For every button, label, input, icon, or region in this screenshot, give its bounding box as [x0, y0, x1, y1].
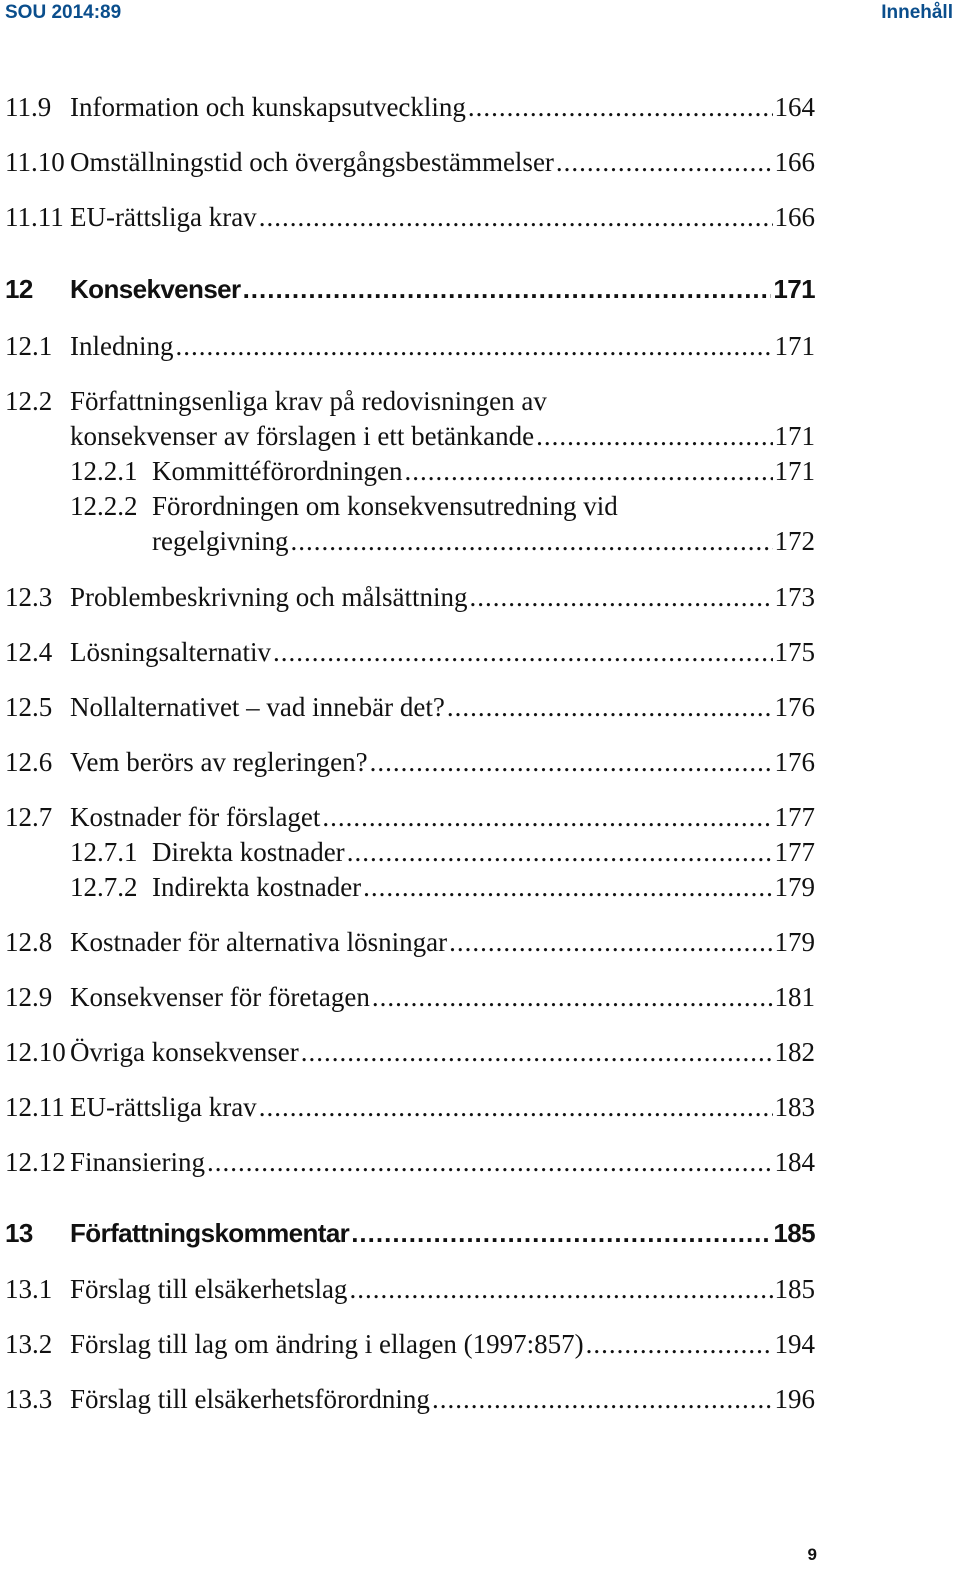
- toc-chapter[interactable]: [0, 1218, 960, 1254]
- toc-entry-title: EU-rättsliga krav: [70, 202, 257, 232]
- toc-entry-number: 13.3: [5, 1384, 53, 1414]
- toc-entry-title: Förslag till elsäkerhetsförordning: [70, 1384, 430, 1414]
- toc-entry[interactable]: [0, 1037, 960, 1073]
- dot-leader: [556, 147, 773, 178]
- toc-entry-title: Inledning: [70, 331, 174, 361]
- toc-entry-page: 176: [774, 747, 815, 777]
- toc-entry-page: 196: [774, 1384, 815, 1414]
- toc-entry-title: Övriga konsekvenser: [70, 1037, 299, 1067]
- toc-entry-page: 181: [774, 982, 815, 1012]
- dot-leader: [468, 92, 773, 123]
- dot-leader: [347, 837, 773, 868]
- toc-entry-page: 177: [774, 802, 815, 832]
- toc-entry-number: 12.7: [5, 802, 53, 832]
- toc-entry-number: 11.10: [5, 147, 65, 177]
- toc-entry-number: 12.8: [5, 927, 53, 957]
- toc-entry-title: Omställningstid och övergångsbestämmelser: [70, 147, 554, 177]
- toc-entry-number: 12.9: [5, 982, 53, 1012]
- toc-entry[interactable]: [0, 92, 960, 128]
- toc-entry-page: 194: [774, 1329, 815, 1359]
- toc-entry-title-line1: Förordningen om konsekvensutredning vid: [152, 491, 618, 521]
- dot-leader: [273, 637, 773, 668]
- toc-chapter-number: 12: [5, 274, 33, 304]
- toc-entry[interactable]: [0, 582, 960, 618]
- toc-entry-title: Indirekta kostnader: [152, 872, 362, 902]
- toc-entry-number: 12.2.2: [70, 491, 138, 521]
- toc-entry-page: 179: [774, 872, 815, 902]
- toc-entry-title: Vem berörs av regleringen?: [70, 747, 368, 777]
- toc-entry[interactable]: [0, 1384, 960, 1420]
- toc-entry[interactable]: [0, 802, 960, 838]
- toc-chapter-title: Konsekvenser: [70, 274, 241, 304]
- toc-entry-page: 185: [774, 1274, 815, 1304]
- dot-leader: [449, 927, 772, 958]
- page-number: 9: [807, 1545, 817, 1564]
- toc-chapter[interactable]: [0, 274, 960, 310]
- toc-entry[interactable]: [0, 386, 960, 458]
- toc-entry-number: 11.11: [5, 202, 64, 232]
- toc-entry[interactable]: [0, 147, 960, 183]
- toc-chapter-page: 171: [773, 274, 815, 304]
- toc-subentry[interactable]: [0, 491, 960, 563]
- toc-entry-number: 13.1: [5, 1274, 53, 1304]
- toc-entry-number: 12.2.1: [70, 456, 138, 486]
- toc-entry-title: Direkta kostnader: [152, 837, 345, 867]
- toc-entry-number: 12.7.2: [70, 872, 138, 902]
- dot-leader: [322, 802, 772, 833]
- toc-subentry[interactable]: [0, 872, 960, 908]
- toc-entry[interactable]: [0, 747, 960, 783]
- dot-leader: [404, 456, 772, 487]
- toc-entry-number: 12.4: [5, 637, 53, 667]
- toc-entry[interactable]: [0, 982, 960, 1018]
- dot-leader: [363, 872, 772, 903]
- toc-entry-title: Finansiering: [70, 1147, 205, 1177]
- toc-entry-title-line1: Författningsenliga krav på redovisningen av: [70, 386, 547, 416]
- running-header-right: Innehåll: [881, 2, 953, 23]
- dot-leader: [370, 747, 773, 778]
- toc-entry[interactable]: [0, 692, 960, 728]
- toc-entry-page: 182: [774, 1037, 815, 1067]
- toc-entry-page: 176: [774, 692, 815, 722]
- toc-entry[interactable]: [0, 1147, 960, 1183]
- toc-entry-title: Kostnader för förslaget: [70, 802, 321, 832]
- toc-entry-title: Lösningsalternativ: [70, 637, 271, 667]
- toc-entry-number: 12.1: [5, 331, 53, 361]
- toc-entry-title: Information och kunskapsutveckling: [70, 92, 466, 122]
- toc-entry-title: EU-rättsliga krav: [70, 1092, 257, 1122]
- toc-subentry[interactable]: [0, 837, 960, 873]
- dot-leader: [259, 1092, 773, 1123]
- toc-chapter-page: 185: [773, 1218, 815, 1248]
- toc-entry-page: 175: [774, 637, 815, 667]
- toc-entry[interactable]: [0, 927, 960, 963]
- toc-entry-number: 12.10: [5, 1037, 66, 1067]
- toc-entry-number: 12.5: [5, 692, 53, 722]
- toc-entry-title: Kommittéförordningen: [152, 456, 403, 486]
- dot-leader: [243, 274, 772, 305]
- toc-entry-number: 12.6: [5, 747, 53, 777]
- dot-leader: [469, 582, 772, 613]
- toc-entry-number: 12.7.1: [70, 837, 138, 867]
- toc-entry[interactable]: [0, 637, 960, 673]
- toc-chapter-number: 13: [5, 1218, 33, 1248]
- toc-entry-page: 164: [774, 92, 815, 122]
- toc-entry-number: 12.11: [5, 1092, 65, 1122]
- toc-entry-page: 171: [774, 421, 815, 451]
- toc-entry-number: 12.3: [5, 582, 53, 612]
- toc-entry-title: konsekvenser av förslagen i ett betänkande: [70, 421, 535, 451]
- dot-leader: [586, 1329, 773, 1360]
- dot-leader: [301, 1037, 773, 1068]
- dot-leader: [447, 692, 773, 723]
- toc-entry-page: 171: [774, 331, 815, 361]
- toc-entry-number: 12.2: [5, 386, 53, 416]
- toc-entry-title: Nollalternativet – vad innebär det?: [70, 692, 445, 722]
- toc-entry-page: 177: [774, 837, 815, 867]
- toc-entry-title: regelgivning: [152, 526, 289, 556]
- toc-subentry[interactable]: [0, 456, 960, 492]
- toc-entry-page: 172: [774, 526, 815, 556]
- dot-leader: [432, 1384, 773, 1415]
- toc-entry-title: Förslag till lag om ändring i ellagen (1997:857): [70, 1329, 584, 1359]
- toc-entry-number: 12.12: [5, 1147, 66, 1177]
- toc-entry-page: 173: [774, 582, 815, 612]
- dot-leader: [351, 1218, 771, 1249]
- toc-entry-number: 11.9: [5, 92, 52, 122]
- toc-entry-page: 166: [774, 147, 815, 177]
- dot-leader: [175, 331, 772, 362]
- toc-entry[interactable]: [0, 1092, 960, 1128]
- toc-entry[interactable]: [0, 202, 960, 238]
- toc-entry[interactable]: [0, 331, 960, 367]
- dot-leader: [290, 526, 772, 557]
- toc-chapter-title: Författningskommentar: [70, 1218, 350, 1248]
- dot-leader: [349, 1274, 772, 1305]
- toc-entry-page: 184: [774, 1147, 815, 1177]
- dot-leader: [259, 202, 773, 233]
- toc-entry-title: Problembeskrivning och målsättning: [70, 582, 468, 612]
- toc-entry[interactable]: [0, 1274, 960, 1310]
- toc-entry[interactable]: [0, 1329, 960, 1365]
- toc-entry-title: Förslag till elsäkerhetslag: [70, 1274, 348, 1304]
- dot-leader: [207, 1147, 773, 1178]
- dot-leader: [536, 421, 772, 452]
- toc-entry-page: 171: [774, 456, 815, 486]
- toc-entry-page: 183: [774, 1092, 815, 1122]
- dot-leader: [372, 982, 773, 1013]
- toc-entry-number: 13.2: [5, 1329, 53, 1359]
- toc-entry-page: 166: [774, 202, 815, 232]
- toc-entry-title: Konsekvenser för företagen: [70, 982, 370, 1012]
- toc-entry-page: 179: [774, 927, 815, 957]
- running-header-left: SOU 2014:89: [5, 2, 122, 23]
- toc-entry-title: Kostnader för alternativa lösningar: [70, 927, 448, 957]
